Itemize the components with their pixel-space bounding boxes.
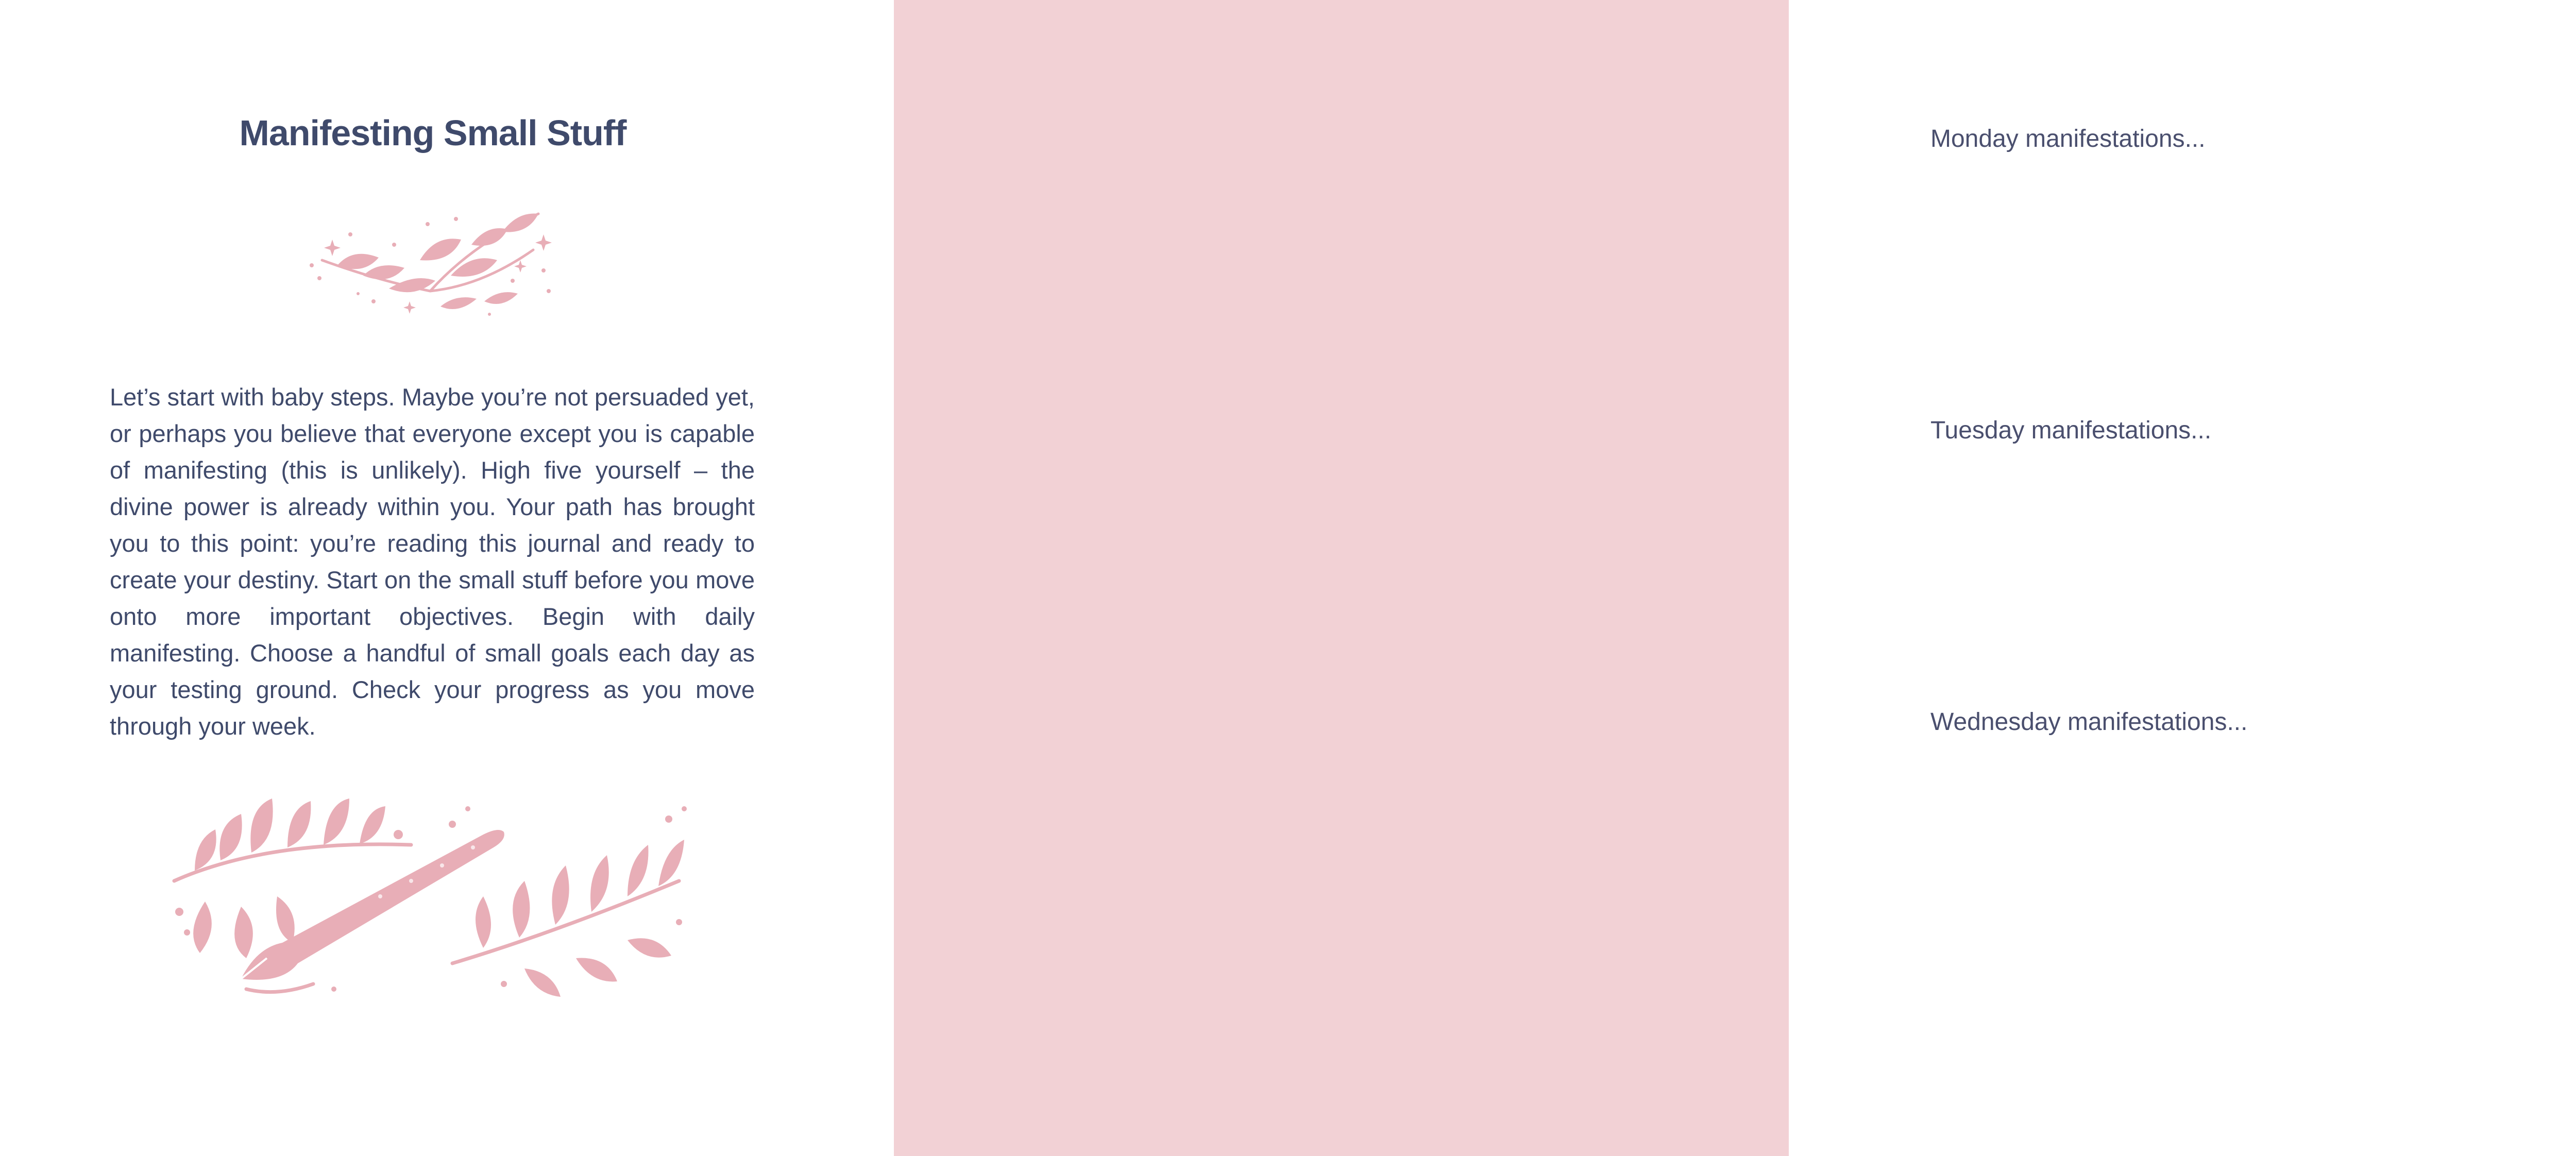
left-page xyxy=(0,0,894,1156)
monday-writing-line[interactable] xyxy=(1929,297,2573,298)
right-page xyxy=(894,0,2248,1156)
tuesday-writing-line[interactable] xyxy=(1929,588,2573,589)
wednesday-label: Wednesday manifestations... xyxy=(1930,708,2248,736)
manifestations-card xyxy=(1904,97,2576,1014)
wednesday-writing-line[interactable] xyxy=(1929,953,2573,954)
monday-label: Monday manifestations... xyxy=(1930,125,2206,152)
wednesday-writing-line[interactable] xyxy=(1929,807,2573,808)
tuesday-writing-line[interactable] xyxy=(1929,515,2573,516)
wednesday-writing-line[interactable] xyxy=(1929,880,2573,881)
tuesday-label: Tuesday manifestations... xyxy=(1930,417,2212,444)
intro-paragraph: Let’s start with baby steps. Maybe you’re not persuaded yet, or perhaps you believe that everyone except you is capable of manifesting (this is unlikely). High five yourself – the divine power is already within you. Your path has brought you to this point: you’re reading this journal and ready to create your destiny. Start on the small stuff before you move onto more important objectives. Begin with daily manifesting. Choose a handful of small goals each day as your testing ground. Check your progress as you move through your week. xyxy=(110,383,755,740)
page-title: Manifesting Small Stuff xyxy=(239,113,626,153)
leaf-sprig-with-stars-icon xyxy=(301,203,559,319)
quill-pen-with-leafy-branches-icon xyxy=(164,778,700,1005)
four-point-sparkle-icon xyxy=(2239,627,2266,664)
monday-writing-line[interactable] xyxy=(1929,224,2573,225)
four-point-sparkle-icon xyxy=(2239,336,2266,372)
